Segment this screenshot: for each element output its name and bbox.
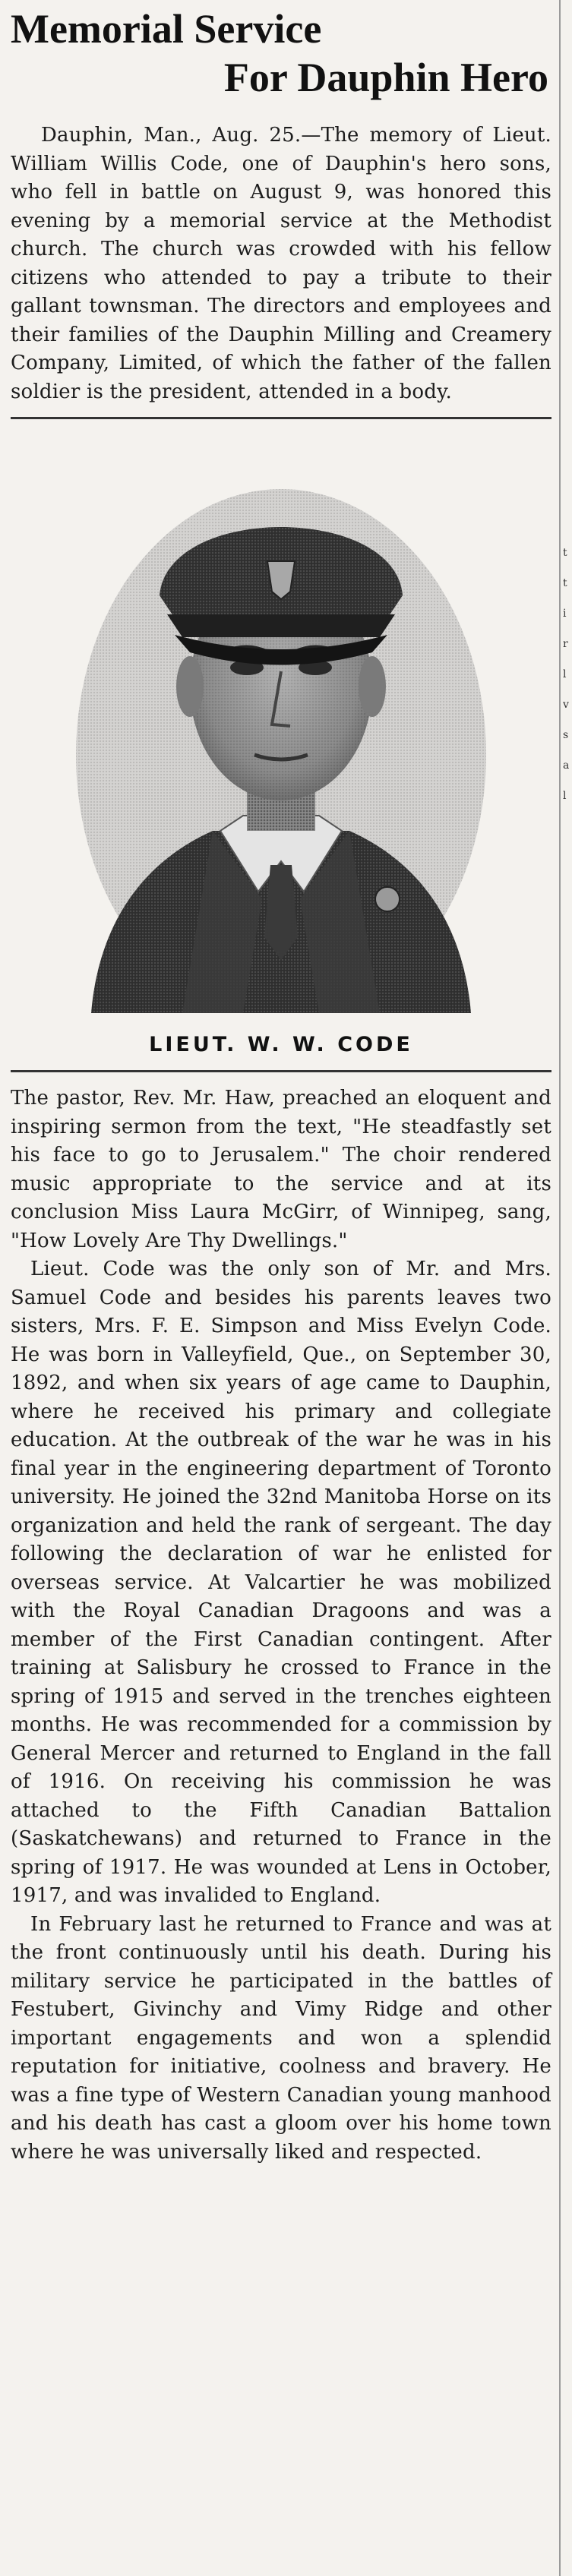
portrait-photo [68, 436, 494, 1013]
body-paragraph-service: The pastor, Rev. Mr. Haw, preached an eloquent and inspiring sermon from the text, "He steadfastly set his face to go to Jerusalem." The choir rendered music appropriate to the service and at its conclusion Miss Laura McGirr, of Winnipeg, sang, "How Lovely Are Thy Dwellings." [11, 1087, 551, 1252]
body-paragraph-biography: Lieut. Code was the only son of Mr. and Mrs. Samuel Code and besides his parents leaves two sisters, Mrs. F. E. Simpson and Miss Evelyn Code. He was born in Valleyfield, Que., on September 30, 1892, and when six years of age came to Dauphin, where he received his primary and collegiate education. At the outbreak of the war he was in his final year in the engineering department of Toronto university. He joined the 32nd Manitoba Horse on its organization and held the rank of sergeant. The day following the declaration of war he enlisted for overseas service. At Valcartier he was mobilized with the Royal Canadian Dragoons and was a member of the First Canadian contingent. After training at Salisbury he crossed to France in the spring of 1915 and served in the trenches eighteen months. He was recommended for a commission by General Mercer and returned to England in the fall of 1916. On receiving his commission he was attached to the Fifth Canadian Battalion (Saskatchewans) and returned to France in the spring of 1917. He was wounded at Lens in October, 1917, and was invalided to England. [11, 1258, 551, 1907]
intro-paragraph: Dauphin, Man., Aug. 25.—The memory of Lieut. William Willis Code, one of Dauphin's hero sons, who fell in battle on August 9, was honored this evening by a memorial service at the Methodist church. The church was crowded with his fellow citizens who attended to pay a tribute to their gallant townsman. The directors and employees and their families of the Dauphin Milling and Creamery Company, Limited, of which the father of the fallen soldier is the president, attended in a body. [11, 124, 551, 403]
body-paragraph-final: In February last he returned to France and was at the front continuously until his death. During his military service he participated in the battles of Festubert, Givinchy and Vimy Ridge and other important engagements and won a splendid reputation for initiative, coolness and bravery. He was a fine type of Western Canadian young manhood and his death has cast a gloom over his home town where he was universally liked and respected. [11, 1912, 551, 2164]
caption-divider [11, 1070, 551, 1072]
edge-fragment: i [563, 608, 567, 620]
edge-fragment: v [563, 699, 569, 711]
headline-line-2: For Dauphin Hero [223, 55, 548, 100]
section-divider [11, 417, 551, 419]
edge-fragment: a [563, 759, 570, 772]
edge-fragment: t [563, 547, 567, 559]
adjacent-column-edge [559, 0, 572, 2576]
article-body [11, 1084, 551, 2167]
headline-line-1: Memorial Service [11, 6, 322, 52]
article-column [11, 0, 551, 2576]
photo-caption: LIEUT. W. W. CODE [149, 1033, 413, 1056]
edge-fragment: l [563, 668, 567, 680]
edge-fragment: s [563, 729, 569, 741]
portrait-figure [68, 436, 494, 1056]
edge-fragment: r [563, 638, 568, 650]
edge-fragment: t [563, 577, 567, 589]
edge-fragment: l [563, 790, 567, 802]
headline [11, 5, 551, 102]
